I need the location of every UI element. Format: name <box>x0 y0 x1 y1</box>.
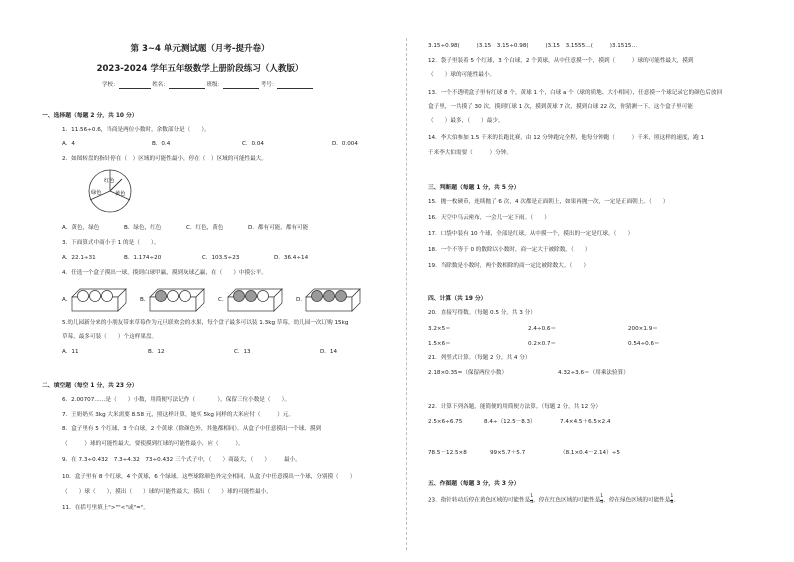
calc-item: 2.4÷0.6＝ <box>528 326 557 332</box>
question-16: 16．天空中乌云密布，一会儿一定下雨。（ ） <box>428 215 550 221</box>
question-15: 15．抛一枚硬币，连续抛了 6 次，4 次都是正面朝上，如果再抛一次，一定是正面朝上。（ ） <box>428 199 669 205</box>
question-8-line1: 8．盒子里有 5 个红球，3 个白球，2 个黄球（除颜色外，其他都相同）。从盒子中任意摸出一个球，摸到 <box>62 426 322 432</box>
calc-item: 2.5×6÷6.75 <box>428 419 463 425</box>
question-10-line2: （ ）球（ ），摸出（ ）球的可能性最大，摸出（ ）球的可能性最小。 <box>62 489 272 495</box>
question-3: 3．下面算式中商小于 1 的是（ ）。 <box>62 240 160 246</box>
question-13-line2: 盒子里，一共摸了 30 次，摸到红球 1 次，摸到黄球 7 次，摸到白球 22 次，你猜测一下，这个盒子里可能 <box>428 104 693 110</box>
question-9: 9．在 7.3÷0.432 7.3÷4.32 73÷0.432 三个式子中，（ ）商最大，（ ） 最小。 <box>62 457 301 463</box>
question-1: 1．11.56÷0.6，当商是两位小数时，余数部分是（ ）。 <box>62 127 210 133</box>
option-d[interactable]: D．14 <box>320 349 338 355</box>
question-6: 6．2.00707……是（ ）小数，用简便写法记作（ ），保留三位小数是（ ）。 <box>62 397 291 403</box>
option-c[interactable]: C．103.5÷23 <box>202 255 240 261</box>
option-a[interactable]: A．黄色，绿色 <box>62 225 100 231</box>
student-info-row <box>102 82 313 89</box>
calc-item: 78.5－12.5×8 <box>428 450 467 456</box>
option-d[interactable]: D． <box>296 297 306 303</box>
question-18: 18．一个不等于 0 的数除以小数时，商一定大于被除数。（ ） <box>428 247 591 253</box>
question-12-line2: （ ）球的可能性最小。 <box>428 72 496 78</box>
option-b[interactable]: B．12 <box>148 349 165 355</box>
question-5-line2: 草莓，最多可装（ ）个这样果盘。 <box>62 334 158 340</box>
option-d[interactable]: D．都有可能，都有可能 <box>248 225 309 231</box>
page-title: 第 3~4 单元测试题（月考-提升卷） <box>130 44 270 54</box>
question-4-options <box>62 287 362 315</box>
question-4: 4．任选一个盒子摸出一球，摸到白球甲赢，摸到灰球乙赢，在（ ）中摸公平。 <box>62 270 267 276</box>
question-13-line3: （ ）最多，（ ）最少。 <box>428 118 504 124</box>
question-11: 11．在括号里填上">""<"或"="。 <box>62 505 149 511</box>
question-13-line1: 13．一个不透明盒子里有红球 8 个，黄球 1 个，白球 a 个（球的质地、大小相同），任意摸一个球记录它的颜色后放回 <box>428 90 723 96</box>
question-11-continued: 3.15÷0.98( )3.15 3.15÷0.98( )3.15 3.1555…( )3.1515… <box>428 43 638 49</box>
ball <box>78 291 89 302</box>
option-b[interactable]: B．1.174÷20 <box>124 255 162 261</box>
section-choice-title: 一、选择题（每题 2 分，共 10 分） <box>42 113 138 119</box>
spinner-diagram <box>84 168 136 214</box>
calc-item: 0.2×0.7＝ <box>528 341 557 347</box>
calc-item: 200×1.9＝ <box>628 326 658 332</box>
fraction-green: $\frac{1}{8}$ <box>670 494 674 505</box>
option-c[interactable]: C．0.04 <box>242 141 264 147</box>
question-10-line1: 10．盒子里有 8 个红球，4 个黄球，6 个绿球。这些球除颜色外完全相同，从盒子中任意摸出一个球，分别摸（ ） <box>62 474 356 480</box>
ball-box-d <box>304 287 362 313</box>
ball-box-b <box>148 287 206 313</box>
option-b[interactable]: B．绿色，红色 <box>124 225 162 231</box>
ball-box-c <box>226 287 284 313</box>
ball-box-a <box>70 287 128 313</box>
ball <box>102 291 113 302</box>
option-c[interactable]: C．红色，黄色 <box>186 225 224 231</box>
question-14-line1: 14．李大伯参加 1.5 千米的长跑比赛，由 12 分钟跑完全程，他每分钟跑（ ）千米，照这样的速度，跑 1 <box>428 135 705 141</box>
question-23-text: 23．指针转动后停在黄色区域的可能性是 <box>428 497 531 504</box>
question-20: 20．直接写得数。（每题 0.5 分，共 3 分） <box>428 310 536 316</box>
page-subtitle: 2023-2024 学年五年级数学上册阶段练习（人教版） <box>96 64 304 74</box>
option-a[interactable]: A． <box>62 297 72 303</box>
question-22: 22．计算下列各题，能简便的用简便方法算。（每题 2 分，共 12 分） <box>428 404 602 410</box>
calc-item: 1.5×6＝ <box>428 341 451 347</box>
school-field[interactable] <box>119 82 151 89</box>
ball <box>90 291 101 302</box>
section-fill-title: 二、填空题（每空 1 分，共 23 分） <box>42 383 138 389</box>
option-a[interactable]: A．22.1÷31 <box>62 255 96 261</box>
question-23: 23．指针转动后停在黄色区域的可能性是 $\frac{1}{4}$ ，停在红色区域的可能性是 $\frac{1}{4}$ ，停在绿色区域的可能性是 $\frac{1}{8}$ 。 <box>428 494 679 505</box>
question-17: 17．口袋中装有 10 个球，全部是红球，从中摸一个，摸出的一定是红球。（ ） <box>428 231 634 237</box>
option-b[interactable]: B． <box>140 297 150 303</box>
school-label: 学校： <box>102 82 119 89</box>
calc-item: 0.54÷0.6＝ <box>628 341 660 347</box>
spinner-label-yellow: 黄色 <box>115 191 126 197</box>
calc-item: 8.4÷（12.5－8.3） <box>484 419 536 425</box>
column-divider <box>406 38 407 550</box>
option-b[interactable]: B．0.4 <box>152 141 171 147</box>
calc-item: 4.32÷3.6＝（用乘法验算） <box>558 370 629 376</box>
question-7: 7．王奶奶买 3kg 大米需要 8.58 元，照这样计算，她买 5kg 同样的大米应付（ ）元。 <box>62 412 294 418</box>
calc-item: 2.18×0.35≈（保留两位小数） <box>428 370 508 376</box>
name-label: 姓名： <box>152 82 169 89</box>
spinner-label-green: 绿色 <box>91 190 102 196</box>
spinner-label-red: 红色 <box>104 178 115 184</box>
question-23-text-2: ，停在红色区域的可能性是 <box>533 497 601 504</box>
question-23-text-3: ，停在绿色区域的可能性是 <box>603 497 671 504</box>
question-5-line1: 5.幼儿园新分来的小朋友带来草莓作为元旦联欢会的水果，每个盘子最多可以装 1.3kg 草莓，幼儿园一次订购 15kg <box>62 320 349 326</box>
fraction-yellow: $\frac{1}{4}$ <box>530 494 534 505</box>
fraction-red: $\frac{1}{4}$ <box>600 494 604 505</box>
question-14-line2: 千米李大伯需要（ ）分钟。 <box>428 150 512 156</box>
section-calc-title: 四、计算（共 19 分） <box>428 296 487 302</box>
calc-item: 99×5.7＋5.7 <box>490 450 526 456</box>
option-c[interactable]: C．13 <box>234 349 251 355</box>
option-d[interactable]: D．0.004 <box>332 141 358 147</box>
class-label: 班级： <box>206 82 224 89</box>
question-12-line1: 12．袋子里装着 5 个红球，3 个白球，2 个黄球，从中任意摸一个，摸到（ ）球的可能性最大，摸到 <box>428 58 694 64</box>
question-19: 19．当除数是小数时，两个数相除的商一定比被除数大。（ ） <box>428 263 589 269</box>
question-21: 21．列竖式计算。（每题 2 分，共 4 分） <box>428 355 531 361</box>
option-d[interactable]: D．36.4÷14 <box>274 255 309 261</box>
section-judge-title: 三、判断题（每题 1 分，共 5 分） <box>428 185 520 191</box>
calc-item: 3.2×5＝ <box>428 326 451 332</box>
name-field[interactable] <box>169 82 205 89</box>
exam-no-label: 考号： <box>260 82 278 89</box>
calc-item: 7.4×4.5＋6.5×2.4 <box>560 419 611 425</box>
option-a[interactable]: A．11 <box>62 349 79 355</box>
question-2: 2．如图转盘的指针停在（ ）区域的可能性最小，停在（ ）区域的可能性最大。 <box>62 156 267 162</box>
option-a[interactable]: A．4 <box>62 141 75 147</box>
section-draw-title: 五、作图题（每题 3 分，共 3 分） <box>428 481 520 487</box>
class-field[interactable] <box>223 82 259 89</box>
calc-item: （8.1×0.4－2.14）÷5 <box>560 450 620 456</box>
question-8-line2: （ ）球的可能性最大，要使摸到红球的可能性最小，应（ ）。 <box>62 441 244 447</box>
exam-no-field[interactable] <box>277 82 313 89</box>
option-c[interactable]: C． <box>218 297 228 303</box>
